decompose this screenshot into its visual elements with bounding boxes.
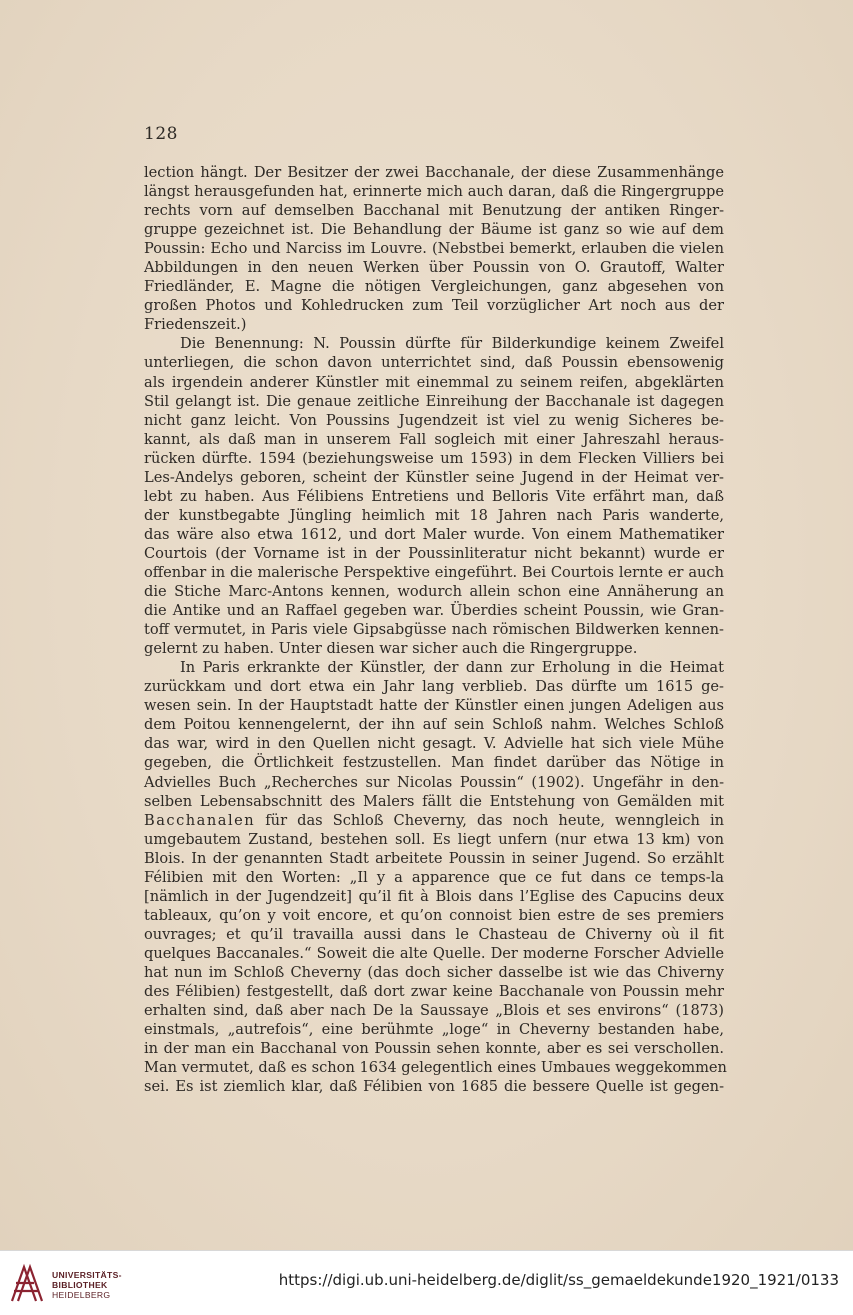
text-line: offenbar in die malerische Perspektive eingeführt. Bei Courtois lernte er auch: [144, 563, 724, 581]
text-line: erhalten sind, daß aber nach De la Saussaye „Blois et ses environs“ (1873): [144, 1002, 724, 1020]
text-line: Friedländer, E. Magne die nötigen Vergleichungen, ganz abgesehen von: [144, 278, 724, 296]
text-line: das war, wird in den Quellen nicht gesagt. V. Advielle hat sich viele Mühe: [144, 735, 724, 753]
text-line: Abbildungen in den neuen Werken über Poussin von O. Grautoff, Walter: [144, 259, 724, 277]
text-line: gegeben, die Örtlichkeit festzustellen. Man findet darüber das Nötige in: [144, 754, 724, 772]
text-line-with-spaced-word: [144, 811, 724, 830]
text-line: Advielles Buch „Recherches sur Nicolas Poussin“ (1902). Ungefähr in den-: [144, 773, 724, 791]
text-line: längst herausgefunden hat, erinnerte mich auch daran, daß die Ringergruppe: [144, 183, 724, 201]
library-name-line3: HEIDELBERG: [52, 1290, 111, 1300]
text-line: als irgendein anderer Künstler mit einemmal zu seinem reifen, abgeklärten: [144, 373, 724, 391]
text-line: dem Poitou kennengelernt, der ihn auf sein Schloß nahm. Welches Schloß: [144, 716, 724, 734]
text-line: Poussin: Echo und Narciss im Louvre. (Nebstbei bemerkt, erlauben die vielen: [144, 240, 724, 258]
text-line: tableaux, qu’on y voit encore, et qu’on connoist bien estre de ses premiers: [144, 906, 724, 924]
text-line-rest: für das Schloß Cheverny, das noch heute, wenngleich in: [265, 811, 725, 829]
text-line: die Antike und an Raffael gegeben war. Überdies scheint Poussin, wie Gran-: [144, 602, 724, 620]
text-line: Courtois (der Vorname ist in der Poussinliteratur nicht bekannt) wurde er: [144, 544, 724, 562]
text-line: unterliegen, die schon davon unterrichtet sind, daß Poussin ebensowenig: [144, 354, 724, 372]
text-line: Die Benennung: N. Poussin dürfte für Bilderkundige keinem Zweifel: [180, 335, 724, 353]
text-line: umgebautem Zustand, bestehen soll. Es liegt unfern (nur etwa 13 km) von: [144, 830, 724, 848]
text-line: Les-Andelys geboren, scheint der Künstler seine Jugend in der Heimat ver-: [144, 468, 724, 486]
text-line: Blois. In der genannten Stadt arbeitete Poussin in seiner Jugend. So erzählt: [144, 849, 724, 867]
text-line: In Paris erkrankte der Künstler, der dann zur Erholung in die Heimat: [180, 659, 724, 677]
text-line: in der man ein Bacchanal von Poussin sehen konnte, aber es sei verschollen.: [144, 1040, 724, 1058]
body-text: [144, 163, 727, 1096]
text-line: Friedenszeit.): [144, 316, 247, 334]
text-line: wesen sein. In der Hauptstadt hatte der Künstler einen jungen Adeligen aus: [144, 697, 724, 715]
spaced-word: Bacchanalen: [144, 811, 256, 829]
page-number: 128: [144, 124, 178, 144]
permalink-url[interactable]: https://digi.ub.uni-heidelberg.de/diglit/ss_gemaeldekunde1920_1921/0133: [278, 1271, 839, 1289]
text-line: zurückkam und dort etwa ein Jahr lang verblieb. Das dürfte um 1615 ge-: [144, 678, 724, 696]
text-line: der kunstbegabte Jüngling heimlich mit 18 Jahren nach Paris wanderte,: [144, 506, 724, 524]
text-line: das wäre also etwa 1612, und dort Maler wurde. Von einem Mathematiker: [144, 525, 724, 543]
text-line: rücken dürfte. 1594 (beziehungsweise um 1593) in dem Flecken Villiers bei: [144, 449, 724, 467]
text-line: lection hängt. Der Besitzer der zwei Bacchanale, der diese Zusammenhänge: [144, 164, 724, 181]
text-line: kannt, als daß man in unserem Fall sogleich mit einer Jahreszahl heraus-: [144, 430, 724, 448]
text-line: sei. Es ist ziemlich klar, daß Félibien von 1685 die bessere Quelle ist gegen-: [144, 1078, 724, 1096]
text-line: ouvrages; et qu’il travailla aussi dans le Chasteau de Chiverny où il fit: [144, 925, 724, 943]
text-line: gelernt zu haben. Unter diesen war sicher auch die Ringergruppe.: [144, 640, 638, 658]
text-line: [nämlich in der Jugendzeit] qu’il fit à Blois dans l’Eglise des Capucins deux: [144, 887, 724, 905]
library-name: [52, 1270, 122, 1300]
library-logo-icon: [8, 1261, 50, 1305]
text-line: Man vermutet, daß es schon 1634 gelegentlich eines Umbaues weggekommen: [144, 1059, 727, 1077]
library-name-line2: BIBLIOTHEK: [52, 1280, 108, 1290]
text-line: selben Lebensabschnitt des Malers fällt die Entstehung von Gemälden mit: [144, 792, 724, 810]
text-line: gruppe gezeichnet ist. Die Behandlung der Bäume ist ganz so wie auf dem: [144, 221, 724, 239]
footer-bar: [0, 1250, 853, 1315]
text-line: die Stiche Marc-Antons kennen, wodurch allein schon eine Annäherung an: [144, 583, 724, 601]
text-line: einstmals, „autrefois“, eine berühmte „loge“ in Cheverny bestanden habe,: [144, 1021, 724, 1039]
text-line: rechts vorn auf demselben Bacchanal mit Benutzung der antiken Ringer-: [144, 202, 724, 220]
text-line: Stil gelangt ist. Die genaue zeitliche Einreihung der Bacchanale ist dagegen: [144, 392, 724, 410]
text-line: großen Photos und Kohledrucken zum Teil vorzüglicher Art noch aus der: [144, 297, 724, 315]
text-line: nicht ganz leicht. Von Poussins Jugendzeit ist viel zu wenig Sicheres be-: [144, 411, 724, 429]
text-line: lebt zu haben. Aus Félibiens Entretiens und Belloris Vite erfährt man, daß: [144, 487, 724, 505]
text-line: toff vermutet, in Paris viele Gipsabgüsse nach römischen Bildwerken kennen-: [144, 621, 724, 639]
text-line: des Félibien) festgestellt, daß dort zwar keine Bacchanale von Poussin mehr: [144, 983, 724, 1001]
library-name-line1: UNIVERSITÄTS-: [52, 1270, 122, 1280]
text-line: Félibien mit den Worten: „Il y a apparence que ce fut dans ce temps-la: [144, 868, 724, 886]
text-line: hat nun im Schloß Cheverny (das doch sicher dasselbe ist wie das Chiverny: [144, 963, 724, 981]
text-line: quelques Baccanales.“ Soweit die alte Quelle. Der moderne Forscher Advielle: [144, 944, 724, 962]
